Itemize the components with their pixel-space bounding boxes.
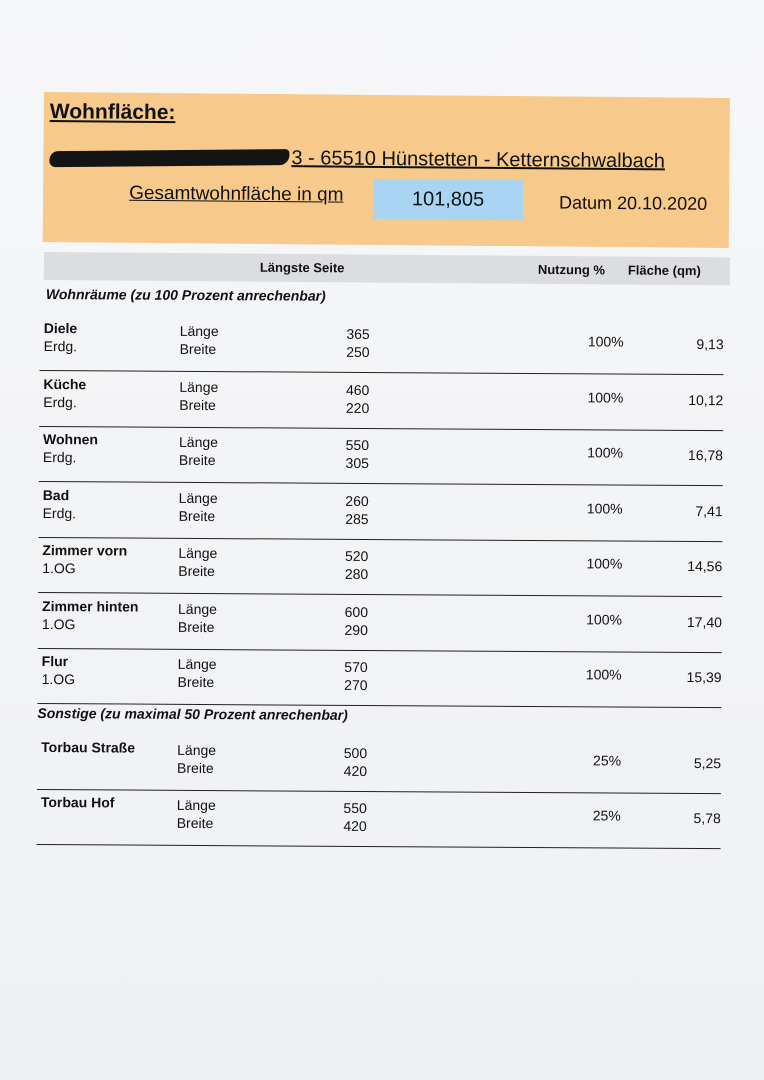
room-name: Zimmer vorn xyxy=(42,542,128,559)
length-label: Länge xyxy=(179,322,219,340)
room-area: 16,78 xyxy=(687,446,724,464)
length-value: 260 xyxy=(345,492,369,509)
room-name: Zimmer hinten xyxy=(41,597,139,615)
table-row xyxy=(37,734,721,793)
length-label: Länge xyxy=(179,378,219,395)
width-label: Breite xyxy=(176,814,214,832)
table-row xyxy=(39,427,723,486)
width-label: Breite xyxy=(179,340,217,358)
length-label: Länge xyxy=(178,489,218,506)
column-area: Fläche (qm) xyxy=(627,262,701,279)
length-value: 550 xyxy=(345,436,370,454)
room-area: 5,78 xyxy=(693,810,721,827)
room-name: Bad xyxy=(42,486,70,503)
length-label: Länge xyxy=(179,433,219,451)
width-value: 250 xyxy=(346,343,370,361)
width-value: 285 xyxy=(345,510,369,527)
table-row xyxy=(39,316,723,375)
address-text: 3 - 65510 Hünstetten - Ketternschwalbach xyxy=(291,147,666,173)
width-value: 220 xyxy=(345,399,370,416)
header-box xyxy=(43,92,730,248)
length-value: 365 xyxy=(346,325,370,343)
room-table xyxy=(36,286,730,870)
length-label: Länge xyxy=(177,600,218,617)
table-row xyxy=(37,790,721,849)
width-label: Breite xyxy=(178,507,216,524)
table-row xyxy=(38,482,722,541)
column-header-bar xyxy=(44,252,730,285)
room-area: 9,13 xyxy=(696,336,724,353)
width-label: Breite xyxy=(178,562,215,580)
document-title: Wohnfläche: xyxy=(49,100,176,125)
address-line xyxy=(49,145,679,173)
room-name: Torbau Hof xyxy=(40,794,115,811)
room-name: Wohnen xyxy=(43,431,99,448)
usage-percent: 100% xyxy=(585,666,622,683)
usage-percent: 100% xyxy=(587,333,624,350)
length-label: Länge xyxy=(176,796,216,814)
usage-percent: 25% xyxy=(593,751,622,769)
section-title: Sonstige (zu maximal 50 Prozent anrechenbar) xyxy=(37,704,348,723)
table-row xyxy=(39,371,723,430)
width-value: 270 xyxy=(344,676,368,694)
total-area-label: Gesamtwohnfläche in qm xyxy=(129,182,344,206)
width-value: 420 xyxy=(343,817,367,835)
room-name: Diele xyxy=(43,320,78,337)
room-area: 15,39 xyxy=(686,668,722,686)
width-value: 420 xyxy=(343,762,368,779)
usage-percent: 100% xyxy=(586,499,623,517)
room-area: 7,41 xyxy=(695,502,723,519)
width-label: Breite xyxy=(177,759,214,776)
room-floor: 1.OG xyxy=(41,671,76,688)
length-value: 570 xyxy=(344,658,368,676)
usage-percent: 100% xyxy=(587,388,624,406)
redaction-mark xyxy=(49,149,289,167)
room-name: Torbau Straße xyxy=(41,738,136,756)
length-label: Länge xyxy=(178,544,218,562)
width-label: Breite xyxy=(179,396,216,413)
usage-percent: 100% xyxy=(587,444,624,461)
width-value: 305 xyxy=(345,454,369,472)
length-value: 520 xyxy=(344,547,369,565)
usage-percent: 100% xyxy=(586,610,623,628)
table-row xyxy=(38,593,722,652)
length-value: 460 xyxy=(345,381,370,398)
room-floor: 1.OG xyxy=(41,615,76,632)
width-label: Breite xyxy=(177,618,215,635)
length-value: 600 xyxy=(344,603,369,620)
length-value: 550 xyxy=(343,799,367,817)
table-row xyxy=(38,538,722,597)
room-area: 17,40 xyxy=(686,613,723,630)
room-floor: Erdg. xyxy=(43,338,78,355)
room-area: 14,56 xyxy=(687,557,723,575)
length-label: Länge xyxy=(177,655,217,673)
width-label: Breite xyxy=(177,673,215,691)
total-area-value: 101,805 xyxy=(373,179,523,220)
column-longest-side: Längste Seite xyxy=(259,259,345,276)
room-floor: Erdg. xyxy=(42,449,77,466)
table-row xyxy=(37,649,721,708)
room-floor: Erdg. xyxy=(42,504,77,521)
width-label: Breite xyxy=(178,451,216,469)
length-label: Länge xyxy=(177,741,217,758)
width-value: 280 xyxy=(344,565,369,583)
room-floor: Erdg. xyxy=(43,393,77,410)
usage-percent: 25% xyxy=(592,807,621,824)
usage-percent: 100% xyxy=(586,555,623,572)
length-value: 500 xyxy=(343,744,368,761)
room-name: Flur xyxy=(41,653,69,670)
room-area: 5,25 xyxy=(693,754,722,771)
section-title: Wohnräume (zu 100 Prozent anrechenbar) xyxy=(45,286,326,304)
room-area: 10,12 xyxy=(688,391,724,408)
width-value: 290 xyxy=(344,621,368,638)
room-name: Küche xyxy=(43,375,87,392)
room-floor: 1.OG xyxy=(42,560,76,577)
column-usage: Nutzung % xyxy=(537,261,606,278)
document-date: Datum 20.10.2020 xyxy=(558,192,708,214)
